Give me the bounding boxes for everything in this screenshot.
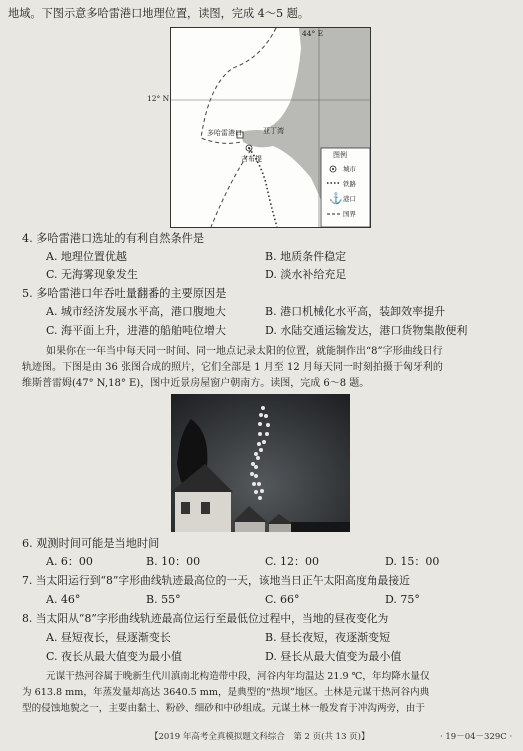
legend-port: 港口 [343, 195, 356, 203]
q4-option-a: A. 地理位置优越 [46, 250, 127, 263]
q7-option-b: B. 55° [146, 593, 181, 606]
footer-code: · 19－04－329C · [440, 732, 513, 742]
legend-railway: 铁路 [343, 180, 356, 188]
q8-stem: 8. 当太阳从“8”字形曲线轨迹最高位运行至最低位过程中，当地的昼夜变化为 [22, 612, 389, 625]
q7-option-a: A. 46° [46, 593, 81, 606]
longitude-label: 44° E [302, 29, 324, 38]
window-left [181, 502, 190, 514]
bay-label: 亚丁湾 [263, 127, 284, 135]
q8-option-d: D. 昼长从最大值变为最小值 [265, 650, 402, 663]
anchor-icon: ⚓ [329, 192, 343, 205]
passage3-line-3: 型的侵蚀地貌之一，主要由黏土、粉砂、细砂和中砂组成。元谋土林一般发育于冲沟两旁，由于 [22, 703, 425, 714]
q4-option-c: C. 无海雾现象发生 [46, 268, 139, 281]
q4-option-d: D. 淡水补给充足 [265, 268, 347, 281]
distant-house [235, 522, 265, 532]
intro-text: 地域。下图示意多哈雷港口地理位置，读图，完成 4～5 题。 [8, 7, 310, 20]
port-label: 多哈雷港口 [207, 129, 242, 137]
footer-page-info: 【2019 年高考全真模拟题文科综合 第 2 页(共 13 页)】 [150, 732, 370, 742]
q6-option-d: D. 15：00 [385, 555, 440, 568]
city-label: 吉布提 [241, 155, 262, 163]
legend-title: 图例 [333, 151, 347, 159]
q5-option-a: A. 城市经济发展水平高，港口腹地大 [46, 305, 226, 318]
passage2-line-3: 维斯普雷姆(47° N,18° E)，图中近景房屋窗户朝南方。读图，完成 6～8 题。 [22, 378, 370, 389]
q4-stem: 4. 多哈雷港口选址的有利自然条件是 [22, 232, 205, 245]
q5-option-c: C. 海平面上升，进港的船舶吨位增大 [46, 324, 227, 337]
q8-option-c: C. 夜长从最大值变为最小值 [46, 650, 183, 663]
q6-option-a: A. 6：00 [46, 555, 93, 568]
q8-option-b: B. 昼长夜短，夜逐渐变短 [265, 631, 391, 644]
q5-stem: 5. 多哈雷港口年吞吐量翻番的主要原因是 [22, 287, 227, 300]
latitude-label: 12° N [147, 94, 170, 103]
photo-drawing [171, 394, 350, 532]
passage2-line-1: 如果你在一年当中每天同一时间、同一地点记录太阳的位置，就能制作出“8”字形曲线日行 [46, 346, 443, 357]
hedge [291, 522, 350, 532]
window-right [201, 502, 210, 514]
q4-option-b: B. 地质条件稳定 [265, 250, 347, 263]
q6-option-b: B. 10：00 [146, 555, 201, 568]
passage2-line-2: 轨迹图。下图是由 36 张图合成的照片，它们全部是 1 月至 12 月每天同一时刻拍摄于匈牙利的 [22, 362, 443, 373]
port-location-map [147, 27, 371, 228]
q7-option-c: C. 66° [265, 593, 300, 606]
q6-stem: 6. 观测时间可能是当地时间 [22, 537, 160, 550]
legend-border: 国界 [343, 210, 356, 218]
analemma-photo [171, 394, 350, 532]
q7-option-d: D. 75° [385, 593, 420, 606]
passage3-line-2: 为 613.8 mm，年蒸发量却高达 3640.5 mm，是典型的“热坝”地区。土林是元谋干热河谷内典 [22, 687, 430, 698]
q8-option-a: A. 昼短夜长，昼逐渐变长 [46, 631, 171, 644]
legend-city: 城市 [343, 165, 356, 173]
q5-option-b: B. 港口机械化水平高，装卸效率提升 [265, 305, 446, 318]
q7-stem: 7. 当太阳运行到“8”字形曲线轨迹最高位的一天，该地当日正午太阳高度角最接近 [22, 574, 410, 587]
passage3-line-1: 元谋干热河谷属于晚新生代川滇南北构造带中段，河谷内年均温达 21.9 ℃，年均降水量仅 [46, 671, 430, 682]
q5-option-d: D. 水陆交通运输发达，港口货物集散便利 [265, 324, 468, 337]
q6-option-c: C. 12：00 [265, 555, 320, 568]
